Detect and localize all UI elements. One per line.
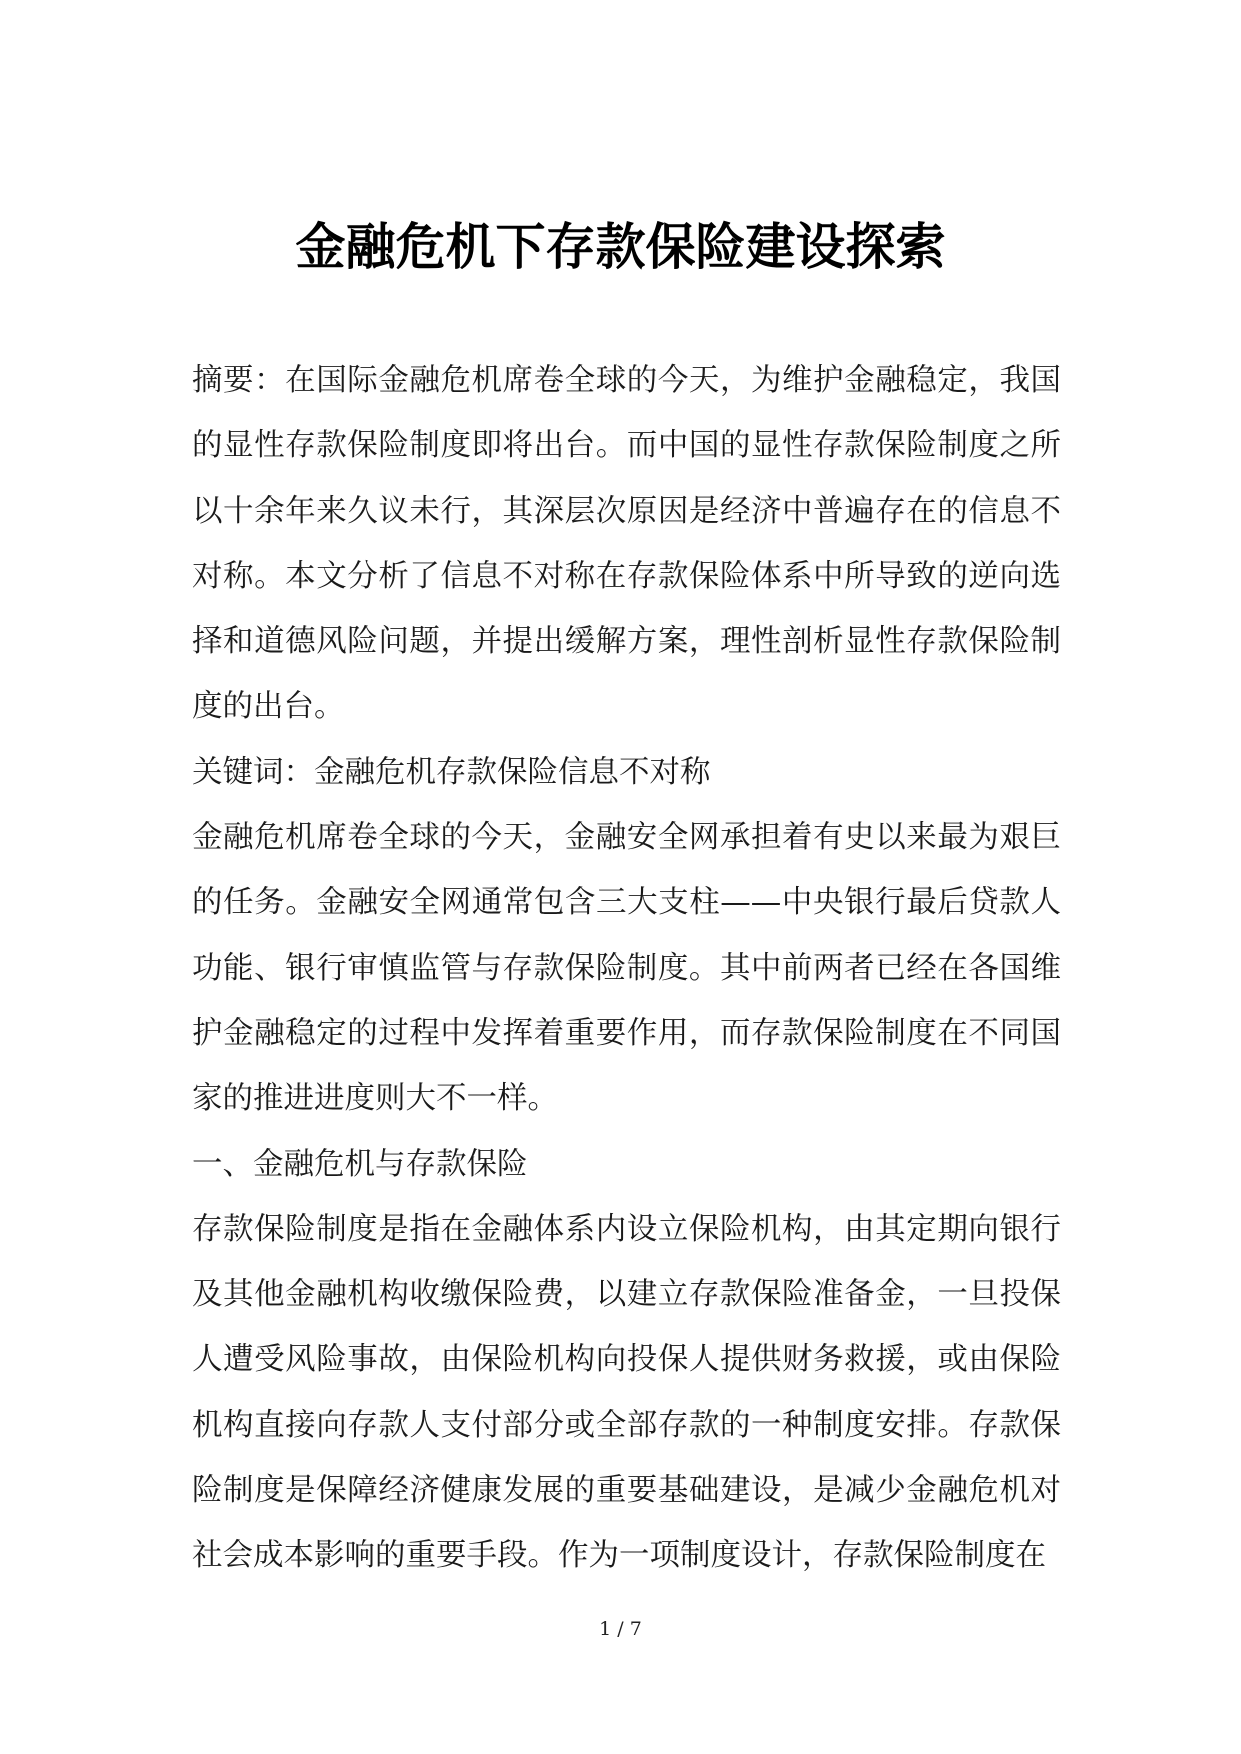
abstract-paragraph: 摘要：在国际金融危机席卷全球的今天，为维护金融稳定，我国的显性存款保险制度即将出台。而中国的显性存款保险制度之所以十余年来久议未行，其深层次原因是经济中普遍存在的信息不对称。本文分析了信息不对称在存款保险体系中所导致的逆向选择和道德风险问题，并提出缓解方案，理性剖析显性存款保险制度的出台。 <box>192 363 1061 725</box>
keywords-paragraph: 关键词：金融危机存款保险信息不对称 <box>192 754 711 790</box>
document-title: 金融危机下存款保险建设探索 <box>295 218 946 276</box>
document-body <box>192 348 1061 1589</box>
section-1-paragraph: 存款保险制度是指在金融体系内设立保险机构，由其定期向银行及其他金融机构收缴保险费，以建立存款保险准备金，一旦投保人遭受风险事故，由保险机构向投保人提供财务救援，或由保险机构直接向存款人支付部分或全部存款的一种制度安排。存款保险制度是保障经济健康发展的重要基础建设，是减少金融危机对社会成本影响的重要手段。作为一项制度设计，存款保险制度在 <box>192 1211 1061 1574</box>
intro-paragraph: 金融危机席卷全球的今天，金融安全网承担着有史以来最为艰巨的任务。金融安全网通常包含三大支柱——中央银行最后贷款人功能、银行审慎监管与存款保险制度。其中前两者已经在各国维护金融稳定的过程中发挥着重要作用，而存款保险制度在不同国家的推进进度则大不一样。 <box>192 820 1061 1117</box>
page-number: 1 / 7 <box>599 1618 642 1640</box>
section-heading-1: 一、金融危机与存款保险 <box>192 1146 528 1182</box>
